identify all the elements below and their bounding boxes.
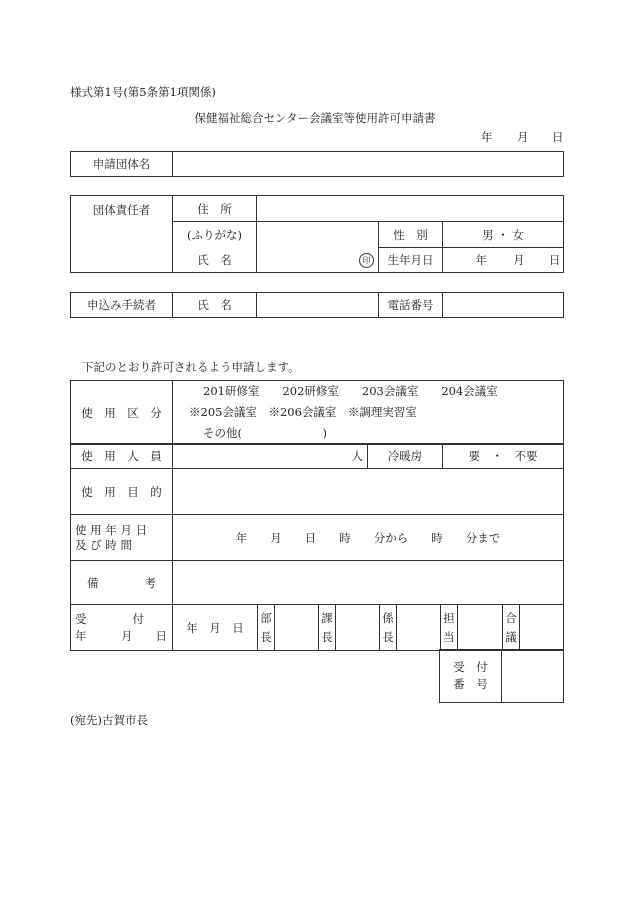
approver-2-bottom: 長 xyxy=(321,629,333,644)
approver-1-bottom: 長 xyxy=(260,629,272,644)
reception-label xyxy=(71,605,173,651)
approver-1-top: 部 xyxy=(260,610,272,625)
procedure-name-label: 氏 名 xyxy=(173,293,257,318)
aircon-options[interactable]: 要 ・ 不要 xyxy=(443,444,564,469)
approver-5-top: 合 xyxy=(505,610,517,625)
approver-4-bottom: 当 xyxy=(443,629,455,644)
address-field[interactable] xyxy=(257,196,564,222)
approver-label-2 xyxy=(319,605,336,651)
birth-month-label: 月 xyxy=(513,253,525,267)
approver-label-3 xyxy=(380,605,397,651)
representative-label: 団体責任者 xyxy=(71,196,173,273)
applicant-group-label: 申請団体名 xyxy=(71,152,173,177)
approver-label-5 xyxy=(503,605,520,651)
reception-number-label xyxy=(440,650,502,703)
date-year-label: 年 xyxy=(481,130,493,144)
addressee: (宛先)古賀市長 xyxy=(70,713,148,727)
approver-stamp-2[interactable] xyxy=(336,605,380,651)
approver-stamp-1[interactable] xyxy=(275,605,319,651)
people-unit: 人 xyxy=(351,449,363,463)
purpose-label: 使 用 目 的 xyxy=(71,469,173,515)
people-field[interactable] xyxy=(173,444,368,469)
approver-3-top: 係 xyxy=(382,610,394,625)
phone-field[interactable] xyxy=(443,293,564,318)
reception-label-line-1: 受 付 xyxy=(75,611,144,626)
usage-people-table xyxy=(70,443,564,469)
name-field[interactable] xyxy=(257,248,379,273)
datetime-field[interactable]: 年 月 日 時 分から 時 分まで xyxy=(173,515,564,561)
reception-label-line-2: 年 月 日 xyxy=(75,628,167,643)
rooms-line-3[interactable]: その他( ) xyxy=(203,426,327,440)
notes-label: 備 考 xyxy=(71,561,173,605)
approver-4-top: 担 xyxy=(443,610,455,625)
birth-day-label: 日 xyxy=(548,253,561,267)
notes-field[interactable] xyxy=(173,561,564,605)
usage-category-field[interactable] xyxy=(173,381,564,445)
rooms-line-2[interactable]: ※205会議室 ※206会議室 ※調理実習室 xyxy=(189,405,417,419)
reception-number-table xyxy=(439,649,564,703)
reception-number-label-2: 番 号 xyxy=(453,677,488,691)
birthdate-label: 生年月日 xyxy=(379,248,443,273)
usage-table xyxy=(70,380,564,445)
applicant-group-field[interactable] xyxy=(173,152,564,177)
datetime-label-line-2: 及 び 時 間 xyxy=(75,537,132,552)
approver-3-bottom: 長 xyxy=(382,629,394,644)
datetime-label-line-1: 使 用 年 月 日 xyxy=(75,522,148,537)
procedure-name-field[interactable] xyxy=(257,293,379,318)
date-month-label: 月 xyxy=(517,130,529,144)
approver-stamp-5[interactable] xyxy=(520,605,564,651)
usage-category-label: 使 用 区 分 xyxy=(71,381,173,445)
approver-stamp-3[interactable] xyxy=(397,605,441,651)
reception-number-label-1: 受 付 xyxy=(453,660,488,674)
aircon-label: 冷暖房 xyxy=(368,444,443,469)
birth-year-label: 年 xyxy=(475,253,487,267)
approver-stamp-4[interactable] xyxy=(458,605,503,651)
gender-options[interactable]: 男 ・ 女 xyxy=(443,222,564,248)
procedure-label: 申込み手続者 xyxy=(71,293,173,318)
gender-label: 性 別 xyxy=(379,222,443,248)
approver-label-4 xyxy=(441,605,458,651)
applicant-group-table xyxy=(70,151,564,177)
form-title: 保健福祉総合センター会議室等使用許可申請書 xyxy=(194,111,436,125)
approver-5-bottom: 議 xyxy=(505,629,517,644)
representative-table xyxy=(70,195,564,273)
datetime-label xyxy=(71,515,173,561)
approver-label-1 xyxy=(258,605,275,651)
procedure-table xyxy=(70,292,564,318)
usage-detail-table xyxy=(70,468,564,605)
reception-number-field[interactable] xyxy=(502,650,564,703)
date-day-label: 日 xyxy=(552,130,564,144)
rooms-line-1[interactable]: 201研修室 202研修室 203会議室 204会議室 xyxy=(203,384,498,398)
furigana-label: (ふりがな) xyxy=(173,222,257,248)
phone-label: 電話番号 xyxy=(379,293,443,318)
approver-2-top: 課 xyxy=(321,610,333,625)
address-label: 住 所 xyxy=(173,196,257,222)
furigana-field[interactable] xyxy=(257,222,379,248)
people-label: 使 用 人 員 xyxy=(71,444,173,469)
birthdate-field[interactable] xyxy=(443,248,564,273)
seal-mark-icon: 印 xyxy=(359,253,374,268)
form-number: 様式第1号(第5条第1項関係) xyxy=(70,85,216,99)
purpose-field[interactable] xyxy=(173,469,564,515)
request-statement: 下記のとおり許可されるよう申請します。 xyxy=(82,360,300,374)
reception-date-field[interactable]: 年 月 日 xyxy=(173,605,258,651)
reception-table xyxy=(70,604,564,651)
name-label: 氏 名 xyxy=(173,248,257,273)
